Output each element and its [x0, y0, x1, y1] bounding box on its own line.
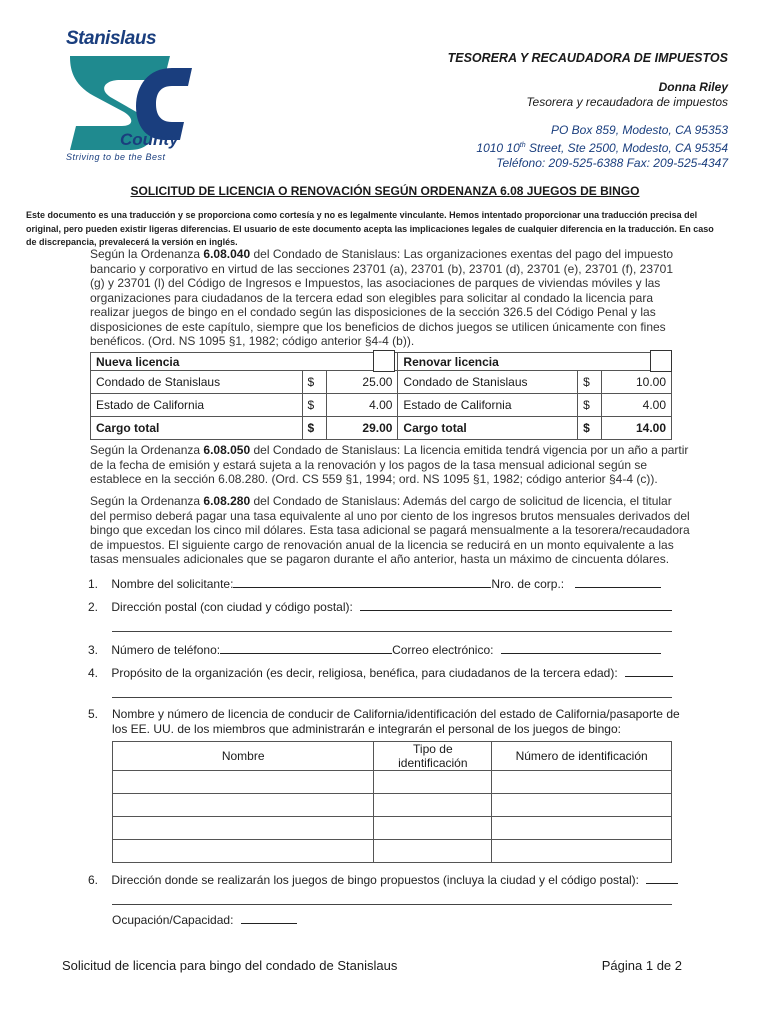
question-4 [88, 664, 673, 680]
members-header-id-type: Tipo de identificación [374, 742, 492, 771]
member-id-type-cell[interactable] [374, 840, 492, 863]
corp-number-field[interactable] [575, 575, 661, 588]
phone-label: Número de teléfono: [111, 643, 221, 657]
member-id-type-cell[interactable] [374, 771, 492, 794]
footer-form-name: Solicitud de licencia para bingo del condado de Stanislaus [62, 958, 398, 973]
mailing-address-field-line2[interactable] [112, 631, 672, 632]
question-1 [88, 575, 661, 591]
mailing-address-field[interactable] [360, 598, 672, 611]
q3-number: 3. [88, 643, 99, 657]
new-state-currency: $ [302, 394, 326, 417]
renew-total-amount: 14.00 [602, 417, 672, 440]
organization-purpose-field-line2[interactable] [112, 697, 672, 698]
new-license-checkbox[interactable] [373, 350, 395, 372]
renew-state-label: Estado de California [398, 394, 578, 417]
renew-county-amount: 10.00 [602, 371, 672, 394]
treasurer-role: Tesorera y recaudadora de impuestos [526, 95, 728, 109]
member-id-number-cell[interactable] [492, 771, 672, 794]
table-row [113, 840, 672, 863]
members-header-id-number: Número de identificación [492, 742, 672, 771]
new-county-amount: 25.00 [326, 371, 398, 394]
renew-county-currency: $ [578, 371, 602, 394]
address-street: 1010 10th Street, Ste 2500, Modesto, CA 95354 [476, 141, 728, 155]
renew-state-currency: $ [578, 394, 602, 417]
question-2 [88, 598, 672, 614]
member-id-number-cell[interactable] [492, 817, 672, 840]
renew-total-currency: $ [578, 417, 602, 440]
member-id-type-cell[interactable] [374, 794, 492, 817]
table-row [113, 771, 672, 794]
member-name-cell[interactable] [113, 771, 374, 794]
question-6 [88, 871, 678, 887]
corp-number-label: Nro. de corp.: [491, 577, 565, 591]
new-license-header: Nueva licencia [91, 353, 398, 371]
renew-total-label: Cargo total [398, 417, 578, 440]
footer-page-number: Página 1 de 2 [601, 958, 682, 973]
logo-word-top: Stanislaus [66, 28, 157, 49]
bingo-address-field[interactable] [646, 871, 678, 884]
question-3 [88, 641, 661, 657]
ordinance-paragraph-6-08-050: Según la Ordenanza 6.08.050 del Condado de Stanislaus: La licencia emitida tendrá vigencia por un año a partir de la fecha de emisión y estará sujeta a la renovación y los pagos de la tasa mensual adicional según se establece en la sección 6.08.280. (Ord. CS 559 §1, 1994; ord. NS 1095 §1, 1982; código anterior §4-4 (c)). [90, 443, 689, 486]
new-total-currency: $ [302, 417, 326, 440]
renew-county-label: Condado de Stanislaus [398, 371, 578, 394]
new-total-amount: 29.00 [326, 417, 398, 440]
bingo-address-field-line2[interactable] [112, 904, 672, 905]
phone-field[interactable] [220, 641, 392, 654]
renew-license-header: Renovar licencia [398, 353, 672, 371]
address-po-box: PO Box 859, Modesto, CA 95353 [551, 123, 728, 137]
mailing-address-label: Dirección postal (con ciudad y código postal): [111, 600, 353, 614]
q6-number: 6. [88, 873, 99, 887]
occupancy-label: Ocupación/Capacidad: [112, 913, 234, 927]
bingo-address-label: Dirección donde se realizarán los juegos de bingo propuestos (incluya la ciudad y el código postal): [111, 873, 640, 887]
q4-number: 4. [88, 666, 99, 680]
logo-word-bottom: County [120, 130, 179, 149]
new-county-currency: $ [302, 371, 326, 394]
email-label: Correo electrónico: [392, 643, 494, 657]
applicant-name-label: Nombre del solicitante: [111, 577, 234, 591]
new-state-amount: 4.00 [326, 394, 398, 417]
treasurer-name: Donna Riley [658, 80, 728, 94]
office-title: TESORERA Y RECAUDADORA DE IMPUESTOS [447, 51, 728, 65]
table-row [113, 794, 672, 817]
member-id-number-cell[interactable] [492, 840, 672, 863]
new-total-label: Cargo total [91, 417, 303, 440]
document-title: SOLICITUD DE LICENCIA O RENOVACIÓN SEGÚN ORDENANZA 6.08 JUEGOS DE BINGO [130, 184, 640, 198]
office-contact [476, 123, 728, 171]
ordinance-paragraph-6-08-040: Según la Ordenanza 6.08.040 del Condado de Stanislaus: Las organizaciones exentas del pago del impuesto bancario y corporativo en virtud de las secciones 23701 (a), 23701 (b), 23701 (d), 23701 (e), 23701 (f), 23701 (g) y 23701 (l) del Código de Ingresos e Impuestos, las asociaciones de parques de viviendas móviles y las organizaciones para ciudadanos de la tercera edad son elegibles para solicitar al condado la licencia para realizar juegos de bingo en el condado según las disposiciones de la sección 326.5 del Código Penal y las disposiciones de este capítulo, siempre que los beneficios de dichos juegos se utilicen únicamente con fines benéficos. (Ord. NS 1095 §1, 1982; código anterior §4-4 (b)). [90, 247, 674, 348]
new-county-label: Condado de Stanislaus [91, 371, 303, 394]
occupancy-field[interactable] [241, 911, 297, 924]
q5-number: 5. [88, 707, 99, 721]
member-id-type-cell[interactable] [374, 817, 492, 840]
logo-tagline: Striving to be the Best [66, 152, 166, 162]
organization-purpose-label: Propósito de la organización (es decir, religiosa, benéfica, para ciudadanos de la tercera edad): [111, 666, 618, 680]
county-logo [60, 28, 200, 166]
q1-number: 1. [88, 577, 99, 591]
renew-license-checkbox[interactable] [650, 350, 672, 372]
email-field[interactable] [501, 641, 661, 654]
translation-disclaimer: Este documento es una traducción y se proporciona como cortesía y no es legalmente vinculante. Hemos intentado proporcionar una traducción precisa del original, pero pueden existir ligeras diferencias. El usuario de este documento acepta las implicaciones legales de cualquier diferencia en la traducción. En caso de discrepancia, prevalecerá la versión en inglés. [26, 210, 714, 247]
q2-number: 2. [88, 600, 99, 614]
ordinance-paragraph-6-08-280: Según la Ordenanza 6.08.280 del Condado de Stanislaus: Además del cargo de solicitud de licencia, el titular del permiso deberá pagar una tasa equivalente al uno por ciento de los ingresos brutos mensuales derivados del bingo que excedan los cinco mil dólares. Esta tasa adicional se pagará mensualmente a la tesorera/recaudadora de impuestos. El siguiente cargo de renovación anual de la licencia se reducirá en un monto equivalente a las tasas mensuales adicionales que se pagaron durante el año anterior, hasta un máximo de cincuenta dólares. [90, 494, 690, 566]
member-name-cell[interactable] [113, 794, 374, 817]
applicant-name-field[interactable] [233, 575, 491, 588]
table-row [113, 817, 672, 840]
new-state-label: Estado de California [91, 394, 303, 417]
renew-state-amount: 4.00 [602, 394, 672, 417]
member-name-cell[interactable] [113, 840, 374, 863]
organization-purpose-field[interactable] [625, 664, 673, 677]
phone-fax: Teléfono: 209-525-6388 Fax: 209-525-4347 [496, 156, 728, 170]
occupancy-row [112, 911, 297, 927]
member-name-cell[interactable] [113, 817, 374, 840]
members-table [112, 741, 672, 863]
members-header-name: Nombre [113, 742, 374, 771]
question-5 [88, 707, 688, 737]
members-label: Nombre y número de licencia de conducir de California/identificación del estado de California/pasaporte de los EE. UU. de los miembros que administrarán e integrarán el personal de los juegos de bingo: [112, 707, 680, 736]
member-id-number-cell[interactable] [492, 794, 672, 817]
